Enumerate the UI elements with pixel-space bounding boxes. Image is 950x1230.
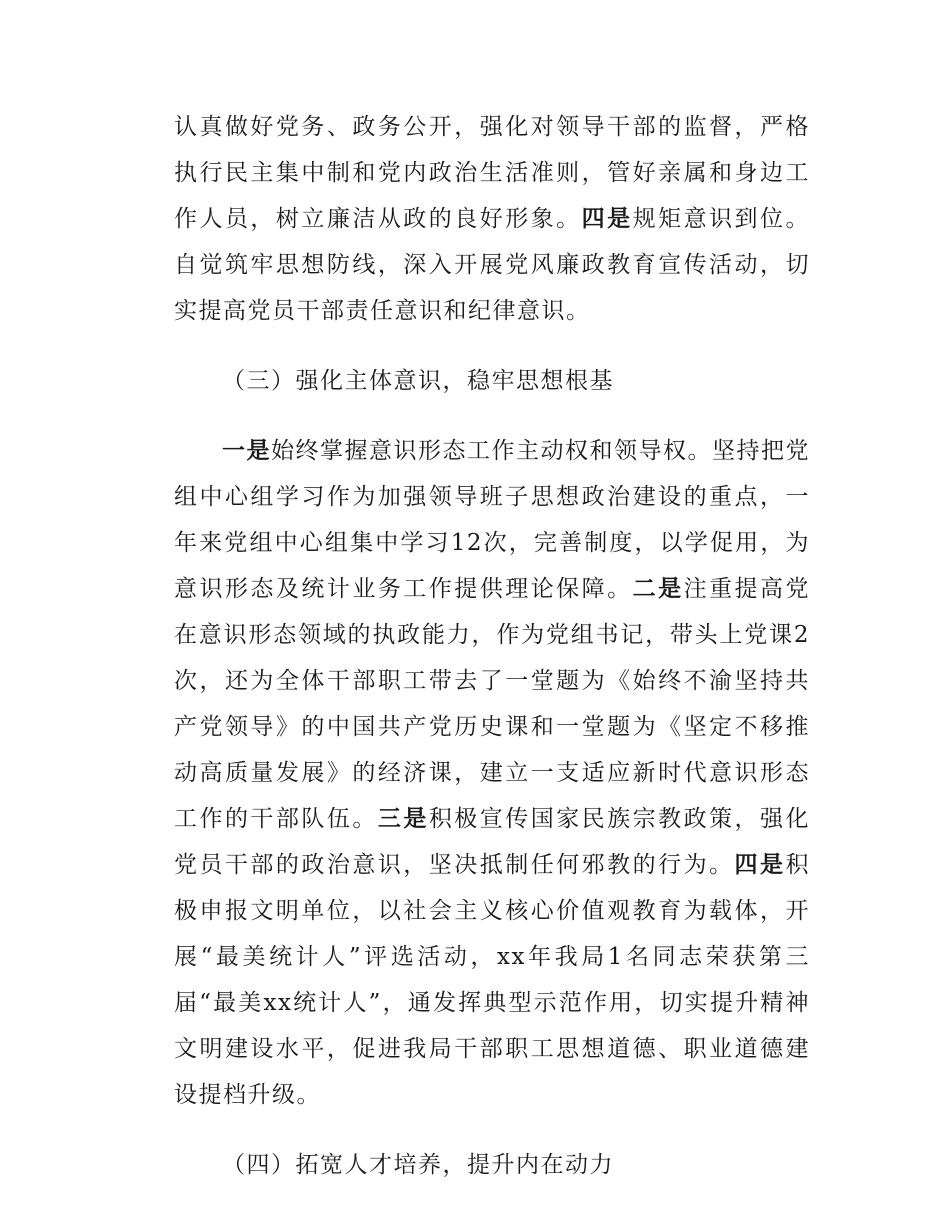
section-heading-3: （三）强化主体意识，稳牢思想根基 — [222, 368, 614, 394]
bold-marker: 四是 — [581, 206, 633, 232]
paragraph-text: 积极申报文明单位，以社会主义核心价值观教育为载体，开展“最美统计人”评选活动，xx年我局1名同志荣获第三届“最美xx统计人”，通发挥典型示范作用，切实提升精神文明建设水平，促进我局干部职工思想道德、职业道德建设提档升级。 — [174, 852, 811, 1108]
paragraph-text: 注重提高党在意识形态领域的执政能力，作为党组书记，带头上党课2次，还为全体干部职工带去了一堂题为《始终不渝坚持共产党领导》的中国共产党历史课和一堂题为《坚定不移推动高质量发展》的经济课，建立一支适应新时代意识形态工作的干部队伍。 — [174, 576, 811, 832]
paragraph-text: 认真做好党务、政务公开，强化对领导干部的监督，严格执行民主集中制和党内政治生活准则，管好亲属和身边工作人员，树立廉洁从政的良好形象。 — [174, 114, 810, 232]
paragraph-text: 始终掌握意识形态工作主动权和领导权。坚持把党组中心组学习作为加强领导班子思想政治建设的重点，一年来党组中心组集中学习12次，完善制度，以学促用，为意识形态及统计业务工作提供理论保障。 — [174, 438, 810, 602]
bold-marker: 三是 — [377, 806, 429, 832]
bold-marker: 四是 — [734, 852, 786, 878]
document-page — [174, 104, 810, 1212]
section-heading-4: （四）拓宽人才培养，提升内在动力 — [222, 1152, 614, 1178]
bold-marker: 一是 — [222, 438, 271, 464]
paragraph-continued — [174, 104, 810, 334]
paragraph-section-3 — [174, 428, 810, 1118]
paragraph-text: 积极宣传国家民族宗教政策，强化党员干部的政治意识，坚决抵制任何邪教的行为。 — [174, 806, 811, 878]
bold-marker: 二是 — [632, 576, 684, 602]
paragraph-text: 规矩意识到位。自觉筑牢思想防线，深入开展党风廉政教育宣传活动，切实提高党员干部责任意识和纪律意识。 — [174, 206, 811, 324]
